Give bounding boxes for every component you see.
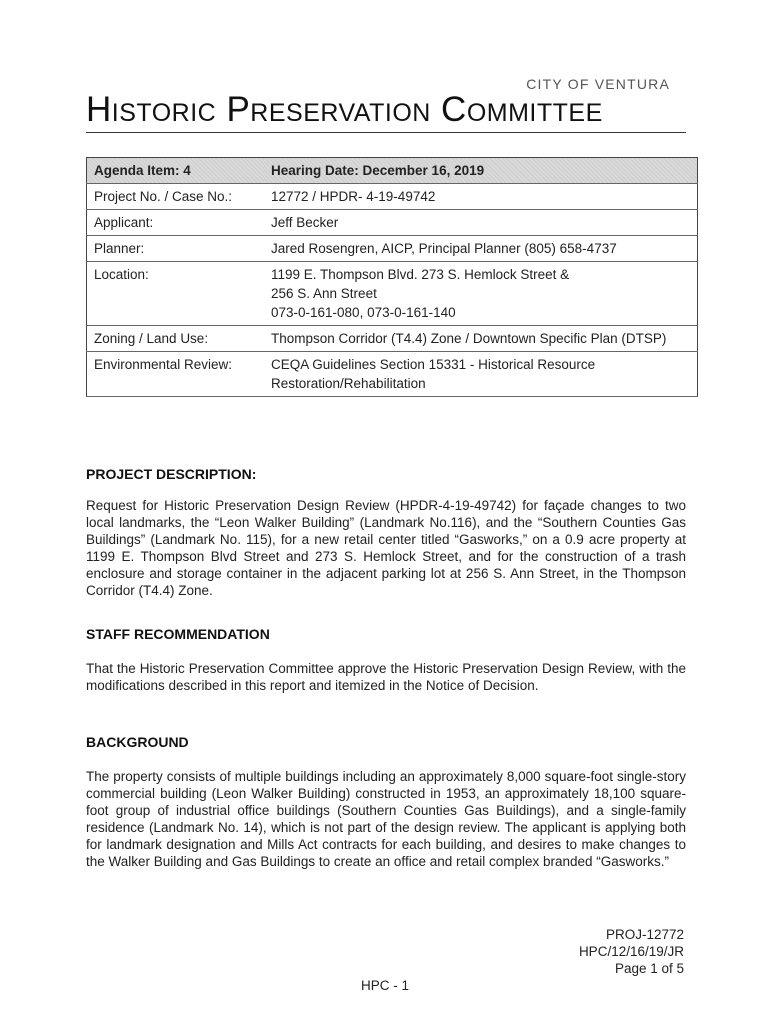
row-label: Planner: (94, 241, 145, 256)
background-heading: BACKGROUND (86, 734, 189, 750)
row-value: 12772 / HPDR- 4-19-49742 (271, 189, 436, 204)
location-line: 073-0-161-080, 073-0-161-140 (271, 305, 456, 320)
row-value: Jeff Becker (271, 215, 339, 230)
table-row (87, 326, 698, 352)
city-name: CITY OF VENTURA (526, 76, 670, 92)
project-description-heading: PROJECT DESCRIPTION: (86, 466, 257, 482)
page-count: Page 1 of 5 (614, 961, 684, 976)
row-value: Jared Rosengren, AICP, Principal Planner (805) 658-4737 (271, 241, 617, 256)
row-value (264, 262, 698, 326)
agenda-item: Agenda Item: 4 (87, 158, 265, 184)
staff-recommendation-text: That the Historic Preservation Committee approve the Historic Preservation Design Review, with the modifications described in this report and itemized in the Notice of Decision. (86, 661, 686, 693)
location-line: 1199 E. Thompson Blvd. 273 S. Hemlock Street & (271, 267, 570, 282)
row-value: CEQA Guidelines Section 15331 - Historical Resource Restoration/Rehabilitation (271, 357, 596, 391)
reference-block (579, 926, 684, 977)
row-label: Location: (94, 267, 149, 282)
project-info-table (86, 157, 698, 397)
row-label: Project No. / Case No.: (94, 189, 233, 204)
table-row (87, 236, 698, 262)
page-footer: HPC - 1 (360, 978, 409, 993)
table-row (87, 210, 698, 236)
row-label: Zoning / Land Use: (94, 331, 209, 346)
hearing-reference: HPC/12/16/19/JR (578, 944, 684, 959)
agenda-row (87, 158, 698, 184)
row-value: Thompson Corridor (T4.4) Zone / Downtown Specific Plan (DTSP) (271, 331, 667, 346)
row-label: Environmental Review: (94, 357, 233, 372)
hearing-date: Hearing Date: December 16, 2019 (264, 158, 698, 184)
background-text: The property consists of multiple buildings including an approximately 8,000 square-foot single-story commercial building (Leon Walker Building) constructed in 1953, an approximately 18,100 square-foot group of industrial office buildings (Southern Counties Gas Buildings), and a single-family residence (Landmark No. 14), which is not part of the design review. The applicant is applying both for landmark designation and Mills Act contracts for each building, and desires to make changes to the Walker Building and Gas Buildings to create an office and retail complex branded “Gasworks.” (86, 769, 686, 869)
staff-recommendation-heading: STAFF RECOMMENDATION (86, 626, 270, 642)
table-row (87, 352, 698, 397)
project-description-text: Request for Historic Preservation Design Review (HPDR-4-19-49742) for façade changes to two local landmarks, the “Leon Walker Building” (Landmark No.116), and the “Southern Counties Gas Buildings” (Landmark No. 115), for a new retail center titled “Gasworks,” on a 0.9 acre property at 1199 E. Thompson Blvd Street and 273 S. Hemlock Street, and for the construction of a trash enclosure and storage container in the adjacent parking lot at 256 S. Ann Street, in the Thompson Corridor (T4.4) Zone. (86, 498, 686, 598)
table-row (87, 184, 698, 210)
page-title: Historic Preservation Committee (86, 88, 686, 133)
table-row (87, 262, 698, 326)
project-reference: PROJ-12772 (605, 927, 684, 942)
location-line: 256 S. Ann Street (271, 286, 377, 301)
row-label: Applicant: (94, 215, 154, 230)
